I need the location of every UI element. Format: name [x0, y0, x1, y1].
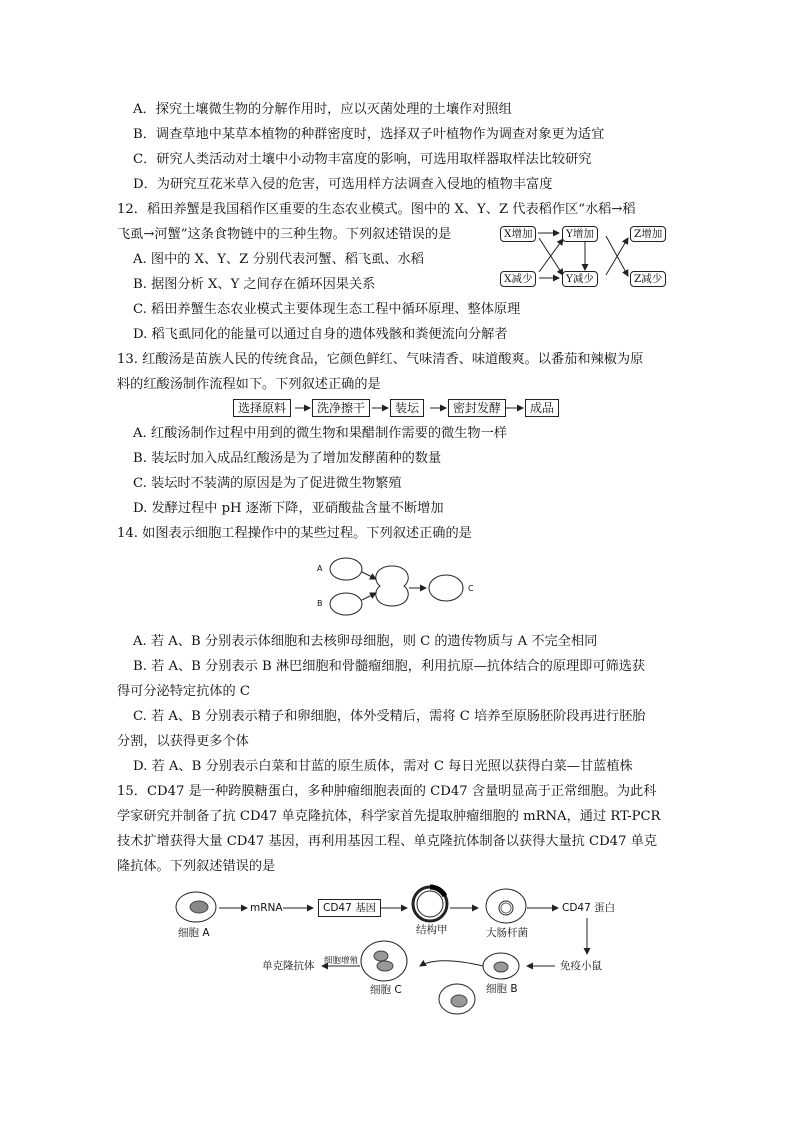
fig-label-a: A	[317, 564, 323, 573]
q14-option-b-line2: 得可分泌特定抗体的 C	[117, 684, 250, 699]
q13-option-a: A. 红酸汤制作过程中用到的微生物和果醋制作需要的微生物一样	[133, 426, 507, 441]
flow-step-product: 成品	[525, 399, 559, 417]
label-cell-a: 细胞 A	[178, 927, 210, 939]
q13-stem-line2: 料的红酸汤制作流程如下。下列叙述正确的是	[117, 377, 381, 392]
q14-option-a: A. 若 A、B 分别表示体细胞和去核卵母细胞，则 C 的遗传物质与 A 不完全相同	[133, 634, 598, 649]
box-cd47-gene: CD47 基因	[318, 899, 381, 917]
q15-stem-line1: 15．CD47 是一种跨膜糖蛋白，多种肿瘤细胞表面的 CD47 含量明显高于正常细胞。为此科	[117, 784, 657, 799]
flow-step-ferment: 密封发酵	[448, 399, 506, 417]
label-monoclonal-antibody: 单克隆抗体	[262, 960, 315, 972]
q14-option-c-line1: C. 若 A、B 分别表示精子和卵细胞，体外受精后，需将 C 培养至原肠胚阶段再进行胚胎	[133, 709, 646, 724]
node-z-increase: Z增加	[630, 226, 666, 242]
node-y-decrease: Y减少	[562, 271, 598, 287]
q12-option-c: C. 稻田养蟹生态农业模式主要体现生态工程中循环原理、整体原理	[133, 302, 521, 317]
q12-option-a: A. 图中的 X、Y、Z 分别代表河蟹、稻飞虱、水稻	[133, 252, 424, 267]
q12-option-d: D. 稻飞虱同化的能量可以通过自身的遗体残骸和粪便流向分解者	[133, 327, 508, 342]
flow-step-wash: 洗净擦干	[312, 399, 370, 417]
q14-option-d: D. 若 A、B 分别表示白菜和甘蓝的原生质体，需对 C 每日光照以获得白菜—甘蓝植株	[133, 759, 633, 774]
q12-stem-line1: 12．稻田养蟹是我国稻作区重要的生态农业模式。图中的 X、Y、Z 代表稻作区“水稻→稻	[117, 202, 636, 217]
q11-option-d: D．为研究互花米草入侵的危害，可选用样方法调查入侵地的植物丰富度	[133, 177, 553, 192]
label-structure-jia: 结构甲	[416, 924, 448, 936]
q15-stem-line2: 学家研究并制备了抗 CD47 单克隆抗体，科学家首先提取肿瘤细胞的 mRNA，通过 RT-PCR	[117, 809, 661, 824]
node-z-decrease: Z减少	[630, 271, 666, 287]
node-x-increase: X增加	[500, 226, 536, 242]
label-cell-proliferation: 细胞增殖	[324, 956, 359, 966]
q11-option-b: B．调查草地中某草本植物的种群密度时，选择双子叶植物作为调查对象更为适宜	[133, 127, 605, 142]
q13-option-b: B. 装坛时加入成品红酸汤是为了增加发酵菌种的数量	[133, 451, 442, 466]
q12-stem-line2: 飞虱→河蟹”这条食物链中的三种生物。下列叙述错误的是	[117, 227, 452, 242]
q13-option-c: C. 装坛时不装满的原因是为了促进微生物繁殖	[133, 476, 402, 491]
label-ecoli: 大肠杆菌	[486, 927, 528, 939]
node-x-decrease: X减少	[500, 271, 536, 287]
q14-option-c-line2: 分割，以获得更多个体	[117, 734, 249, 749]
q11-option-c: C．研究人类活动对土壤中小动物丰富度的影响，可选用取样器取样法比较研究	[133, 152, 592, 167]
q12-option-b: B. 据图分析 X、Y 之间存在循环因果关系	[133, 277, 376, 292]
q15-stem-line3: 技术扩增获得大量 CD47 基因，再利用基因工程、单克隆抗体制备以获得大量抗 CD47 单克	[117, 834, 658, 849]
fig-label-c: C	[468, 584, 474, 593]
q13-stem-line1: 13. 红酸汤是苗族人民的传统食品，它颜色鲜红、气味清香、味道酸爽。以番茄和辣椒为原	[117, 352, 644, 367]
flow-step-select: 选择原料	[233, 399, 291, 417]
node-y-increase: Y增加	[562, 226, 598, 242]
q14-option-b-line1: B. 若 A、B 分别表示 B 淋巴细胞和骨髓瘤细胞，利用抗原—抗体结合的原理即可筛选获	[133, 659, 646, 674]
label-cell-b: 细胞 B	[486, 983, 518, 995]
label-cd47-protein: CD47 蛋白	[562, 902, 616, 914]
label-immunized-mouse: 免疫小鼠	[560, 960, 602, 972]
fig-label-b: B	[317, 599, 323, 608]
q11-option-a: A．探究土壤微生物的分解作用时，应以灭菌处理的土壤作对照组	[133, 102, 512, 117]
q15-stem-line4: 隆抗体。下列叙述错误的是	[117, 859, 276, 874]
flow-step-jar: 装坛	[390, 399, 424, 417]
q14-stem: 14. 如图表示细胞工程操作中的某些过程。下列叙述正确的是	[117, 526, 472, 541]
label-mrna: mRNA	[250, 902, 283, 914]
label-cell-c: 细胞 C	[370, 984, 402, 996]
q13-option-d: D. 发酵过程中 pH 逐渐下降，亚硝酸盐含量不断增加	[133, 501, 444, 516]
